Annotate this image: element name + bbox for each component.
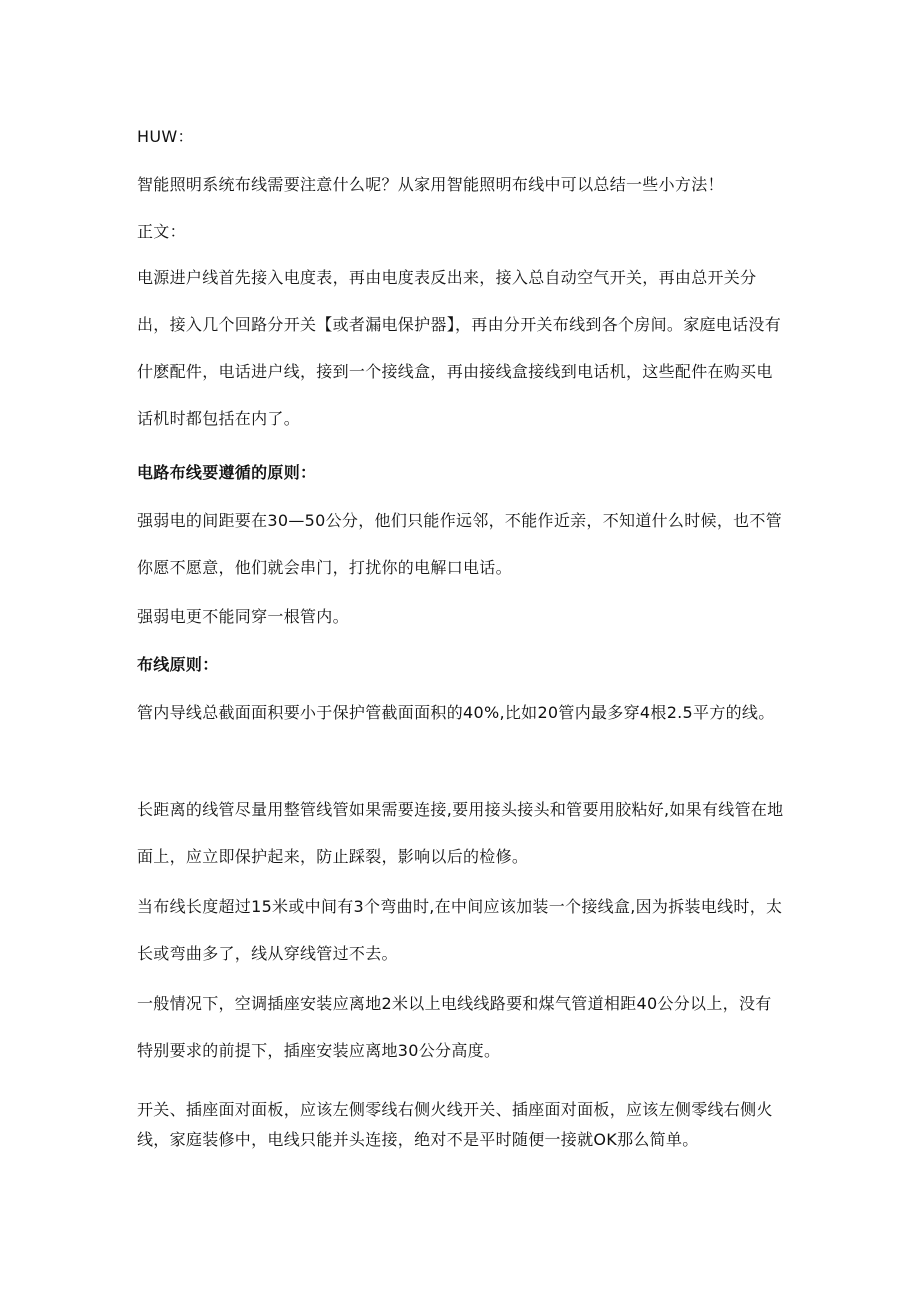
- paragraph-socket-height: 一般情况下，空调插座安装应离地2米以上电线线路要和煤气管道相距40公分以上，没有特别要求的前提下，插座安装应离地30公分高度。: [137, 994, 772, 1060]
- paragraph-power-entry: 电源进户线首先接入电度表，再由电度表反出来，接入总自动空气开关，再由总开关分出，接入几个回路分开关【或者漏电保护器】，再由分开关布线到各个房间。家庭电话没有什麽配件，电话进户线，接到一个接线盒，再由接线盒接线到电话机，这些配件在购买电话机时都包括在内了。: [137, 268, 782, 428]
- heading-label: HUW：: [137, 127, 194, 146]
- section-heading-circuit-principles: 电路布线要遵循的原则：: [137, 463, 317, 482]
- section-heading-wiring-principles: 布线原则：: [137, 655, 219, 674]
- paragraph-long-pipe: 长距离的线管尽量用整管线管如果需要连接,要用接头接头和管要用胶粘好,如果有线管在地面上，应立即保护起来，防止踩裂，影响以后的检修。: [137, 800, 784, 866]
- paragraph-junction-box: 当布线长度超过15米或中间有3个弯曲时,在中间应该加装一个接线盒,因为拆装电线时，太长或弯曲多了，线从穿线管过不去。: [137, 897, 783, 963]
- body-label: 正文：: [137, 222, 186, 241]
- summary-text: 智能照明系统布线需要注意什么呢？从家用智能照明布线中可以总结一些小方法！: [137, 175, 724, 194]
- paragraph-spacing: 强弱电的间距要在30—50公分，他们只能作远邻，不能作近亲，不知道什么时候，也不管你愿不愿意，他们就会串门，打扰你的电解口电话。: [137, 511, 783, 577]
- paragraph-pipe-area: 管内导线总截面面积要小于保护管截面面积的40%,比如20管内最多穿4根2.5平方的线。: [137, 703, 775, 722]
- paragraph-same-pipe: 强弱电更不能同穿一根管内。: [137, 607, 349, 626]
- paragraph-switch-panel: 开关、插座面对面板，应该左侧零线右侧火线开关、插座面对面板，应该左侧零线右侧火线，家庭装修中，电线只能并头连接，绝对不是平时随便一接就OK那么简单。: [137, 1100, 773, 1149]
